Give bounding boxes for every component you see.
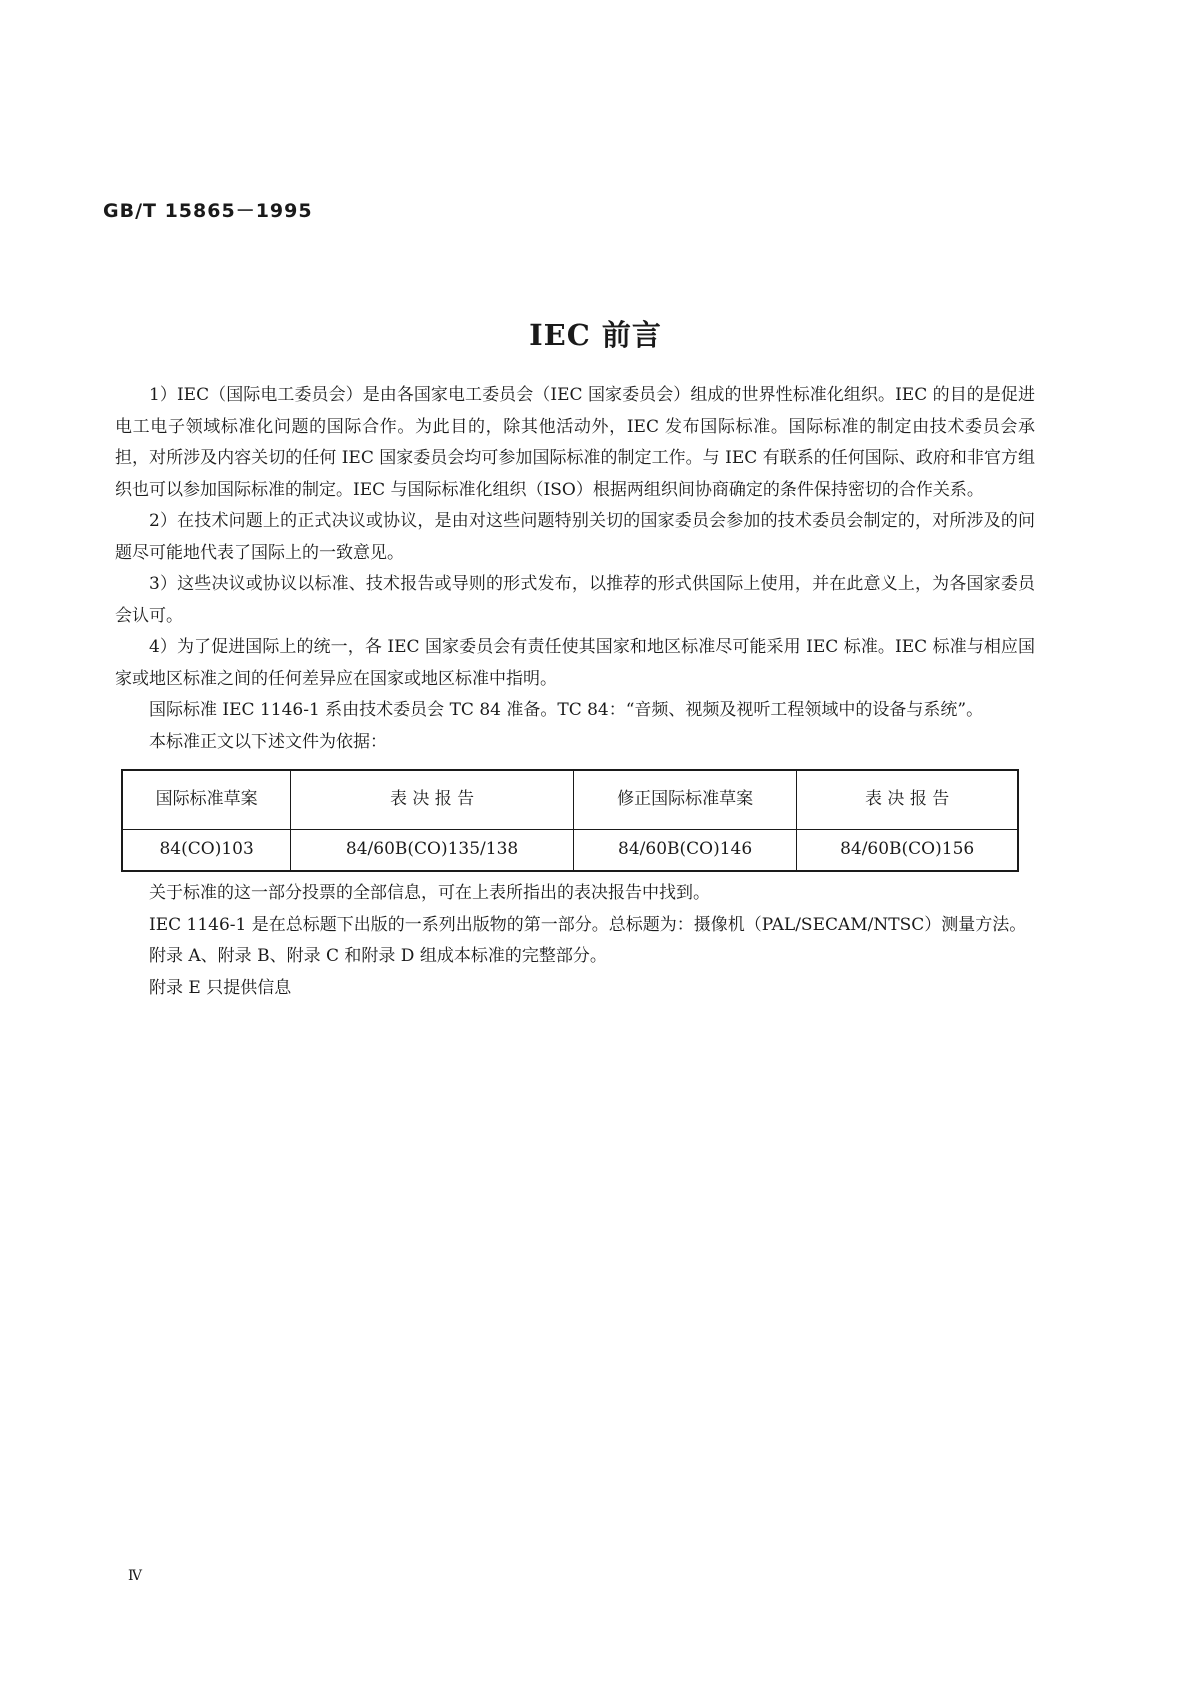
paragraph-4: 4）为了促进国际上的统一，各 IEC 国家委员会有责任使其国家和地区标准尽可能采用 IEC 标准。IEC 标准与相应国家或地区标准之间的任何差异应在国家或地区标准中指明。 [115,637,1035,689]
paragraph-5: 国际标准 IEC 1146-1 系由技术委员会 TC 84 准备。TC 84：“音频、视频及视听工程领域中的设备与系统”。 [149,700,984,720]
table-cell: 84/60B(CO)135/138 [291,830,574,872]
paragraph-9: 附录 A、附录 B、附录 C 和附录 D 组成本标准的完整部分。 [149,946,607,966]
paragraph-3: 3）这些决议或协议以标准、技术报告或导则的形式发布，以推荐的形式供国际上使用，并在此意义上，为各国家委员会认可。 [115,574,1035,626]
page-title: IEC 前言 [529,318,662,352]
table-header-cell: 国际标准草案 [122,770,291,830]
table-row [122,830,1018,872]
standard-code: GB/T 15865－1995 [103,200,313,222]
table-header-cell: 表 决 报 告 [291,770,574,830]
paragraph-8: IEC 1146-1 是在总标题下出版的一系列出版物的第一部分。总标题为：摄像机（PAL/SECAM/NTSC）测量方法。 [149,914,1027,935]
table-cell: 84(CO)103 [122,830,291,872]
table-header-row [122,770,1018,830]
paragraph-10: 附录 E 只提供信息 [149,977,292,998]
paragraph-1: 1）IEC（国际电工委员会）是由各国家电工委员会（IEC 国家委员会）组成的世界性标准化组织。IEC 的目的是促进电工电子领域标准化问题的国际合作。为此目的，除其他活动外，IEC 发布国际标准。国际标准的制定由技术委员会承担，对所涉及内容关切的任何 IEC 国家委员会均可参加国际标准的制定工作。与 IEC 有联系的任何国际、政府和非官方组织也可以参加国际标准的制定。IEC 与国际标准化组织（ISO）根据两组织间协商确定的条件保持密切的合作关系。 [115,385,1035,500]
paragraph-7: 关于标准的这一部分投票的全部信息，可在上表所指出的表决报告中找到。 [149,883,710,903]
table-header-cell: 修正国际标准草案 [573,770,796,830]
document-body [115,380,1035,1004]
page-number: Ⅳ [128,1568,142,1584]
document-basis-table [121,769,1019,872]
paragraph-2: 2）在技术问题上的正式决议或协议，是由对这些问题特别关切的国家委员会参加的技术委员会制定的，对所涉及的问题尽可能地代表了国际上的一致意见。 [115,511,1035,563]
paragraph-6: 本标准正文以下述文件为依据： [149,731,387,752]
table-cell: 84/60B(CO)156 [797,830,1018,872]
table-header-cell: 表 决 报 告 [797,770,1018,830]
table-cell: 84/60B(CO)146 [573,830,796,872]
